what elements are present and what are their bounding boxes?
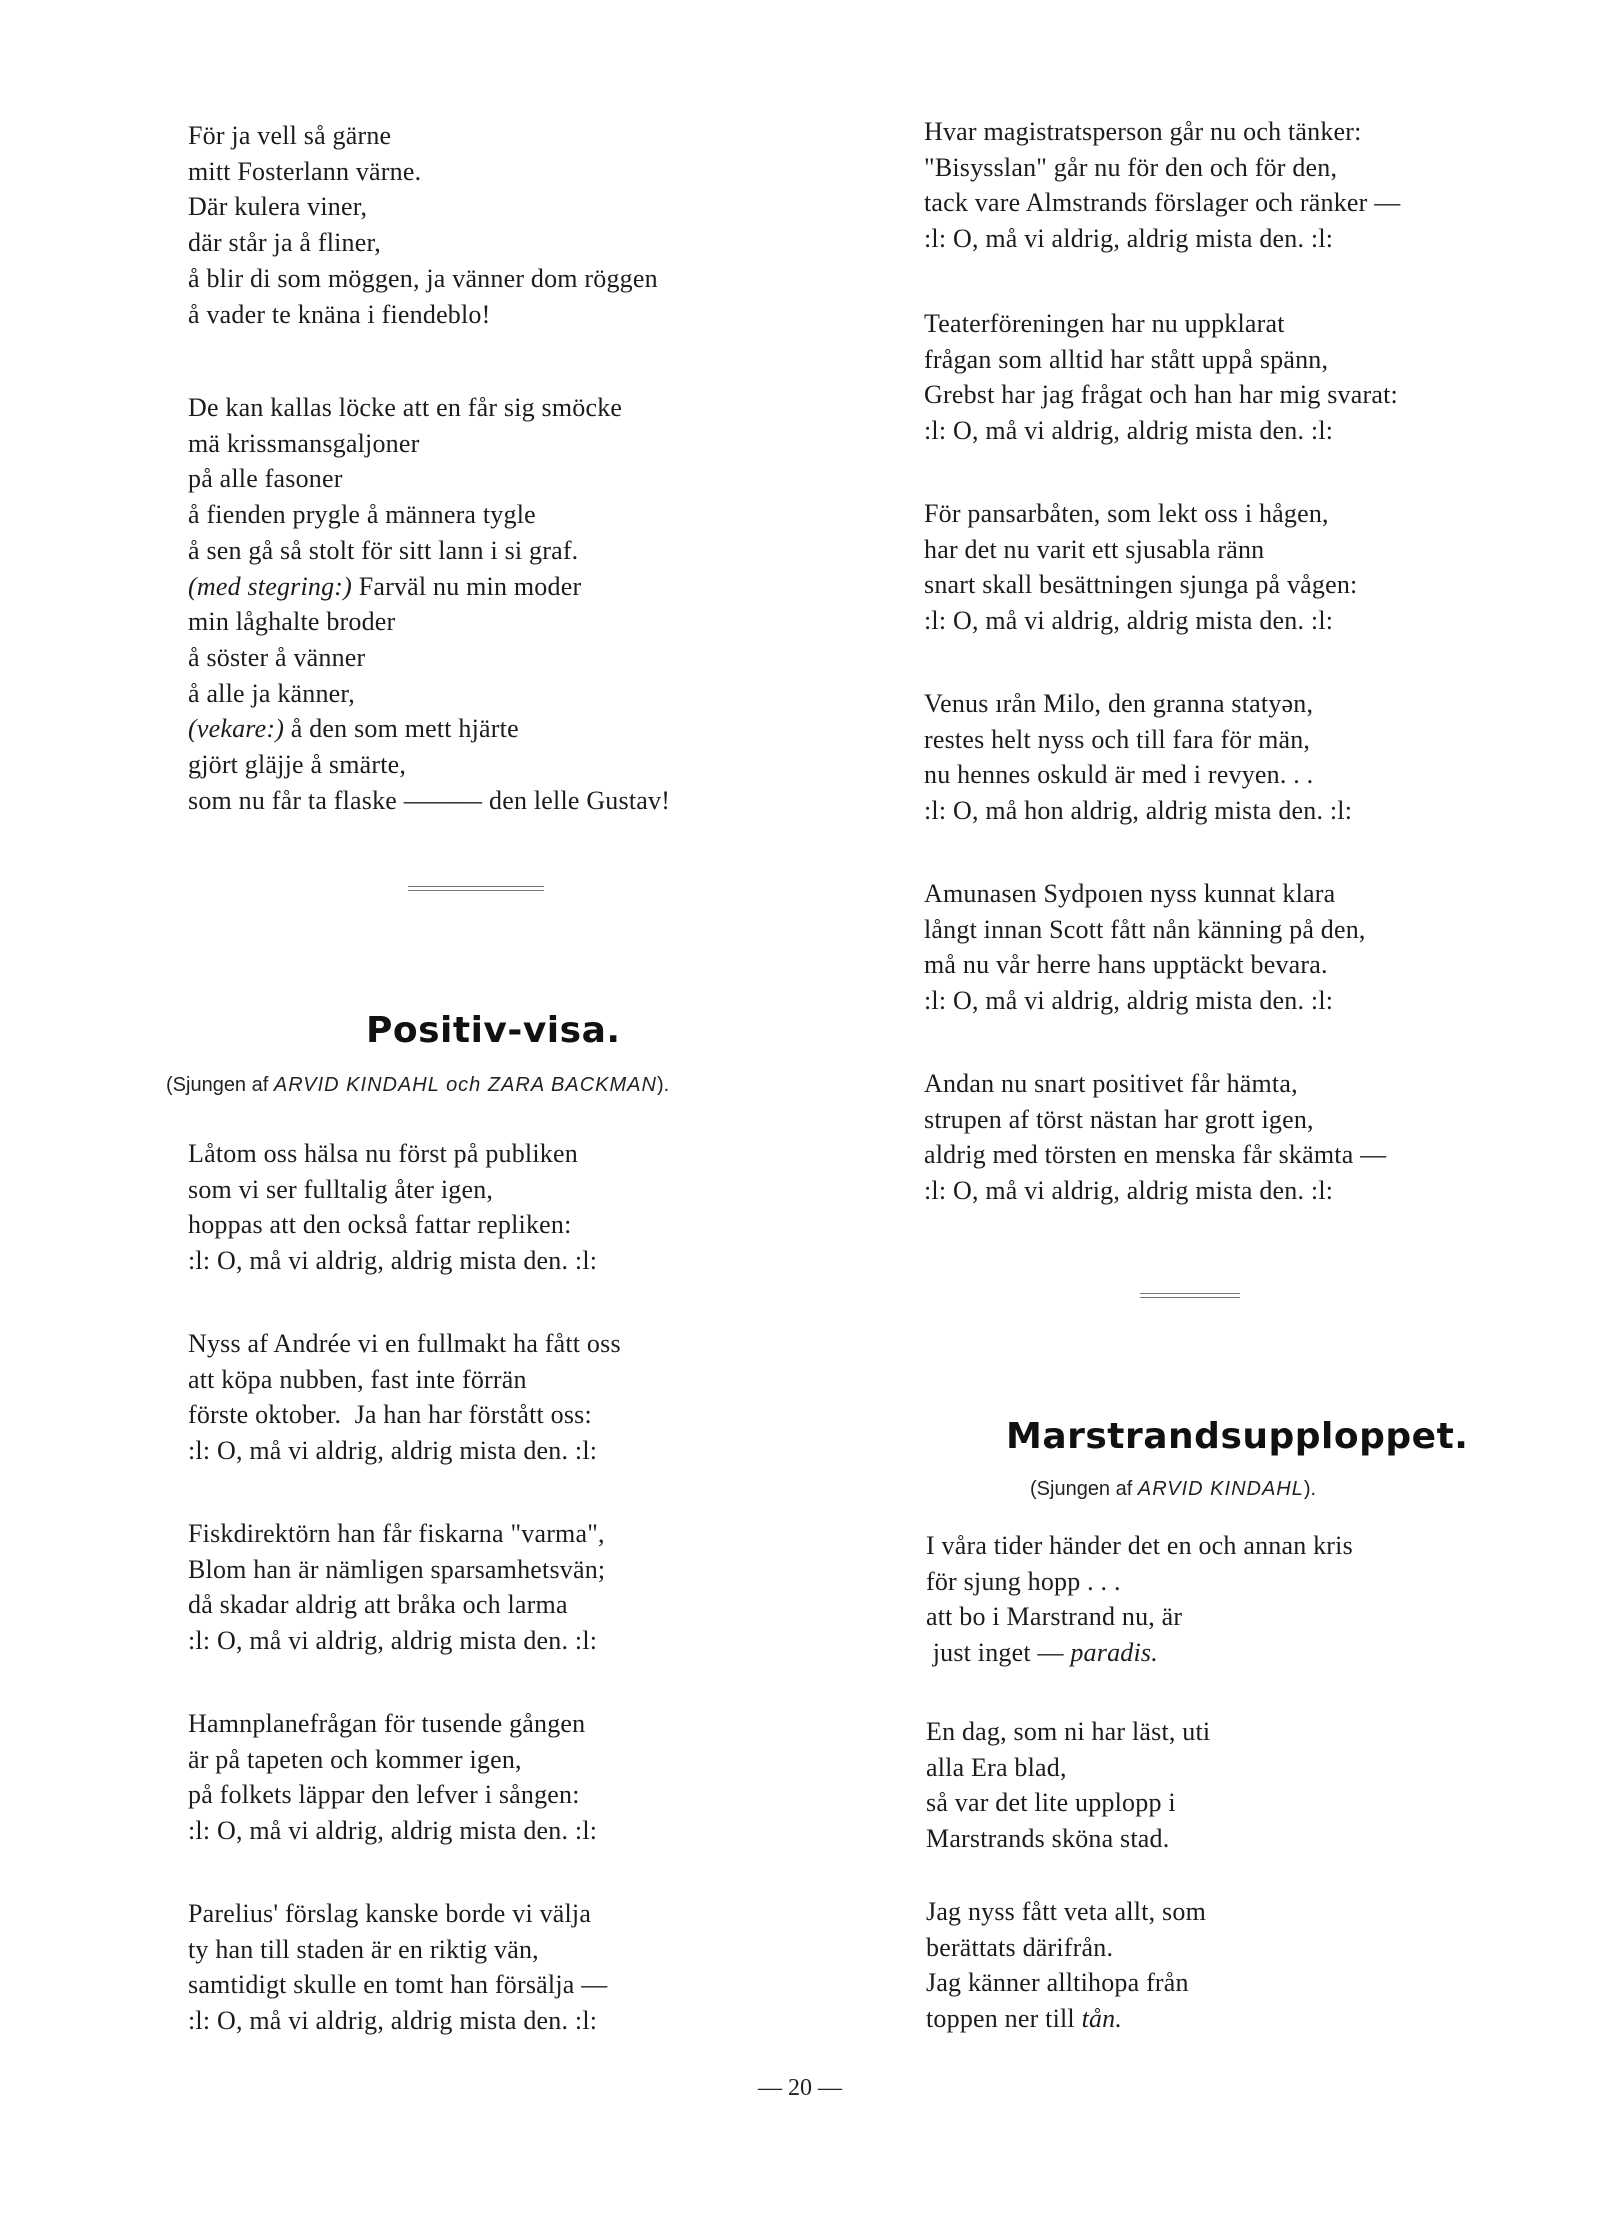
- poem-line: frågan som alltid har stått uppå spänn,: [924, 344, 1329, 374]
- poem-line: Grebst har jag frågat och han har mig svarat:: [924, 380, 1398, 410]
- poem-line: å sen gå så stolt för sitt lann i si graf.: [188, 535, 579, 565]
- poem-line: För ja vell så gärne: [188, 121, 392, 150]
- page-number: — 20 —: [758, 2075, 842, 2101]
- positiv-stanza-6: [924, 114, 1400, 257]
- song-credit: (Sjungen af ARVID KINDAHL).: [1030, 1478, 1317, 1500]
- poem-line: Amunasen Sydpoıen nyss kunnat klara: [924, 879, 1336, 908]
- poem-refrain: :l: O, må hon aldrig, aldrig mista den. :l:: [924, 796, 1353, 826]
- poem-refrain: :l: O, må vi aldrig, aldrig mista den. :l:: [924, 224, 1334, 254]
- poem-line: å söster å vänner: [188, 642, 366, 672]
- poem-line: Låtom oss hälsa nu först på publiken: [188, 1139, 578, 1168]
- poem-line: att köpa nubben, fast inte förrän: [188, 1364, 527, 1394]
- poem-line: hoppas att den också fattar repliken:: [188, 1210, 572, 1240]
- positiv-stanza-1: [188, 1136, 597, 1279]
- positiv-stanza-8: [924, 496, 1357, 639]
- poem-line: För pansarbåten, som lekt oss i hågen,: [924, 499, 1329, 528]
- poem-line: Blom han är nämligen sparsamhetsvän;: [188, 1554, 606, 1584]
- poem-line: Fiskdirektörn han får fiskarna "varma",: [188, 1519, 605, 1548]
- poem-line: toppen ner till tån.: [926, 2004, 1123, 2034]
- poem-line: på alle fasoner: [188, 464, 343, 494]
- positiv-stanza-4: [188, 1706, 597, 1849]
- poem-line: ty han till staden är en riktig vän,: [188, 1934, 539, 1964]
- poem-refrain: :l: O, må vi aldrig, aldrig mista den. :l:: [924, 1176, 1334, 1206]
- positiv-stanza-2: [188, 1326, 621, 1469]
- poem-line: Andan nu snart positivet får hämta,: [924, 1069, 1298, 1098]
- opening-stanza-2: [188, 390, 670, 818]
- poem-line: där står ja å fliner,: [188, 228, 382, 258]
- poem-line: aldrig med törsten en menska får skämta —: [924, 1140, 1387, 1170]
- poem-line: då skadar aldrig att bråka och larma: [188, 1590, 568, 1620]
- poem-line: tack vare Almstrands förslager och ränker —: [924, 188, 1401, 218]
- poem-refrain: :l: O, må vi aldrig, aldrig mista den. :l:: [188, 1816, 598, 1846]
- poem-line: Venus ırån Milo, den granna statyǝn,: [924, 689, 1314, 718]
- poem-line: Hvar magistratsperson går nu och tänker:: [924, 117, 1362, 146]
- poem-line: som nu får ta flaske ——— den lelle Gustav!: [188, 785, 671, 815]
- poem-line: på folkets läppar den lefver i sången:: [188, 1780, 580, 1810]
- poem-line: mitt Fosterlann värne.: [188, 156, 422, 186]
- poem-line: En dag, som ni har läst, uti: [926, 1717, 1211, 1746]
- poem-line: å alle ja känner,: [188, 678, 355, 708]
- poem-line: å vader te knäna i fiendeblo!: [188, 299, 491, 329]
- stage-direction: (vekare:): [188, 714, 285, 744]
- section-divider: [408, 886, 544, 887]
- poem-refrain: :l: O, må vi aldrig, aldrig mista den. :l:: [188, 1626, 598, 1656]
- poem-line: Hamnplanefrågan för tusende gången: [188, 1709, 586, 1738]
- section-divider: [1140, 1293, 1240, 1294]
- poem-line: för sjung hopp . . .: [926, 1566, 1121, 1596]
- poem-line: Där kulera viner,: [188, 192, 368, 222]
- poem-line: restes helt nyss och till fara för män,: [924, 724, 1311, 754]
- poem-line: Teaterföreningen har nu uppklarat: [924, 309, 1285, 338]
- poem-line: gjört gläjje å smärte,: [188, 750, 407, 780]
- positiv-stanza-5: [188, 1896, 607, 2039]
- poem-line: är på tapeten och kommer igen,: [188, 1744, 522, 1774]
- poem-line: De kan kallas löcke att en får sig smöcke: [188, 393, 623, 422]
- poem-refrain: :l: O, må vi aldrig, aldrig mista den. :l:: [924, 606, 1334, 636]
- song-title-marstrandsupploppet: Marstrandsupploppet.: [1006, 1416, 1469, 1457]
- stage-direction: (med stegring:): [188, 571, 353, 601]
- poem-line: just inget — paradis.: [926, 1638, 1158, 1668]
- poem-line: å fienden prygle å männera tygle: [188, 500, 536, 530]
- marstrand-stanza-1: [926, 1528, 1353, 1671]
- positiv-stanza-3: [188, 1516, 605, 1659]
- poem-line-vekare: (vekare:) å den som mett hjärte: [188, 714, 519, 744]
- poem-line: samtidigt skulle en tomt han försälja —: [188, 1970, 608, 2000]
- song-credit: (Sjungen af ARVID KINDAHL och ZARA BACKMAN).: [166, 1074, 670, 1096]
- marstrand-stanza-2: [926, 1714, 1210, 1857]
- positiv-stanza-7: [924, 306, 1398, 449]
- poem-line: "Bisysslan" går nu för den och för den,: [924, 152, 1338, 182]
- positiv-stanza-10: [924, 876, 1366, 1019]
- poem-line: Marstrands sköna stad.: [926, 1824, 1170, 1854]
- poem-refrain: :l: O, må vi aldrig, aldrig mista den. :l:: [924, 416, 1334, 446]
- poem-line: å blir di som möggen, ja vänner dom röggen: [188, 263, 658, 293]
- opening-stanza-1: [188, 118, 658, 332]
- poem-line: strupen af törst nästan har grott igen,: [924, 1104, 1314, 1134]
- poem-line: har det nu varit ett sjusabla ränn: [924, 534, 1265, 564]
- poem-refrain: :l: O, må vi aldrig, aldrig mista den. :l:: [924, 986, 1334, 1016]
- poem-line: Jag nyss fått veta allt, som: [926, 1897, 1206, 1926]
- poem-line: så var det lite upplopp i: [926, 1788, 1176, 1818]
- poem-refrain: :l: O, må vi aldrig, aldrig mista den. :l:: [188, 1436, 598, 1466]
- song-title-positiv-visa: Positiv-visa.: [366, 1010, 621, 1051]
- poem-line: att bo i Marstrand nu, är: [926, 1602, 1183, 1632]
- poem-line: Nyss af Andrée vi en fullmakt ha fått oss: [188, 1329, 621, 1358]
- poem-line: berättats därifrån.: [926, 1932, 1114, 1962]
- positiv-stanza-9: [924, 686, 1352, 829]
- positiv-stanza-11: [924, 1066, 1386, 1209]
- poem-line-stegring: (med stegring:) Farväl nu min moder: [188, 571, 582, 601]
- poem-line: som vi ser fulltalig åter igen,: [188, 1174, 494, 1204]
- poem-line: alla Era blad,: [926, 1752, 1067, 1782]
- poem-line: förste oktober. Ja han har förstått oss:: [188, 1400, 592, 1430]
- poem-refrain: :l: O, må vi aldrig, aldrig mista den. :l:: [188, 2006, 598, 2036]
- poem-line: mä krissmansgaljoner: [188, 428, 420, 458]
- poem-line: I våra tider händer det en och annan kris: [926, 1531, 1353, 1560]
- poem-refrain: :l: O, må vi aldrig, aldrig mista den. :l:: [188, 1246, 598, 1276]
- poem-line: långt innan Scott fått nån känning på den,: [924, 914, 1366, 944]
- poem-line: nu hennes oskuld är med i revyen. . .: [924, 760, 1314, 790]
- poem-line: må nu vår herre hans upptäckt bevara.: [924, 950, 1328, 980]
- poem-line: min låghalte broder: [188, 607, 396, 637]
- poem-line: Parelius' förslag kanske borde vi välja: [188, 1899, 592, 1928]
- poem-line: Jag känner alltihopa från: [926, 1968, 1189, 1998]
- marstrand-stanza-3: [926, 1894, 1206, 2037]
- poem-line: snart skall besättningen sjunga på vågen:: [924, 570, 1358, 600]
